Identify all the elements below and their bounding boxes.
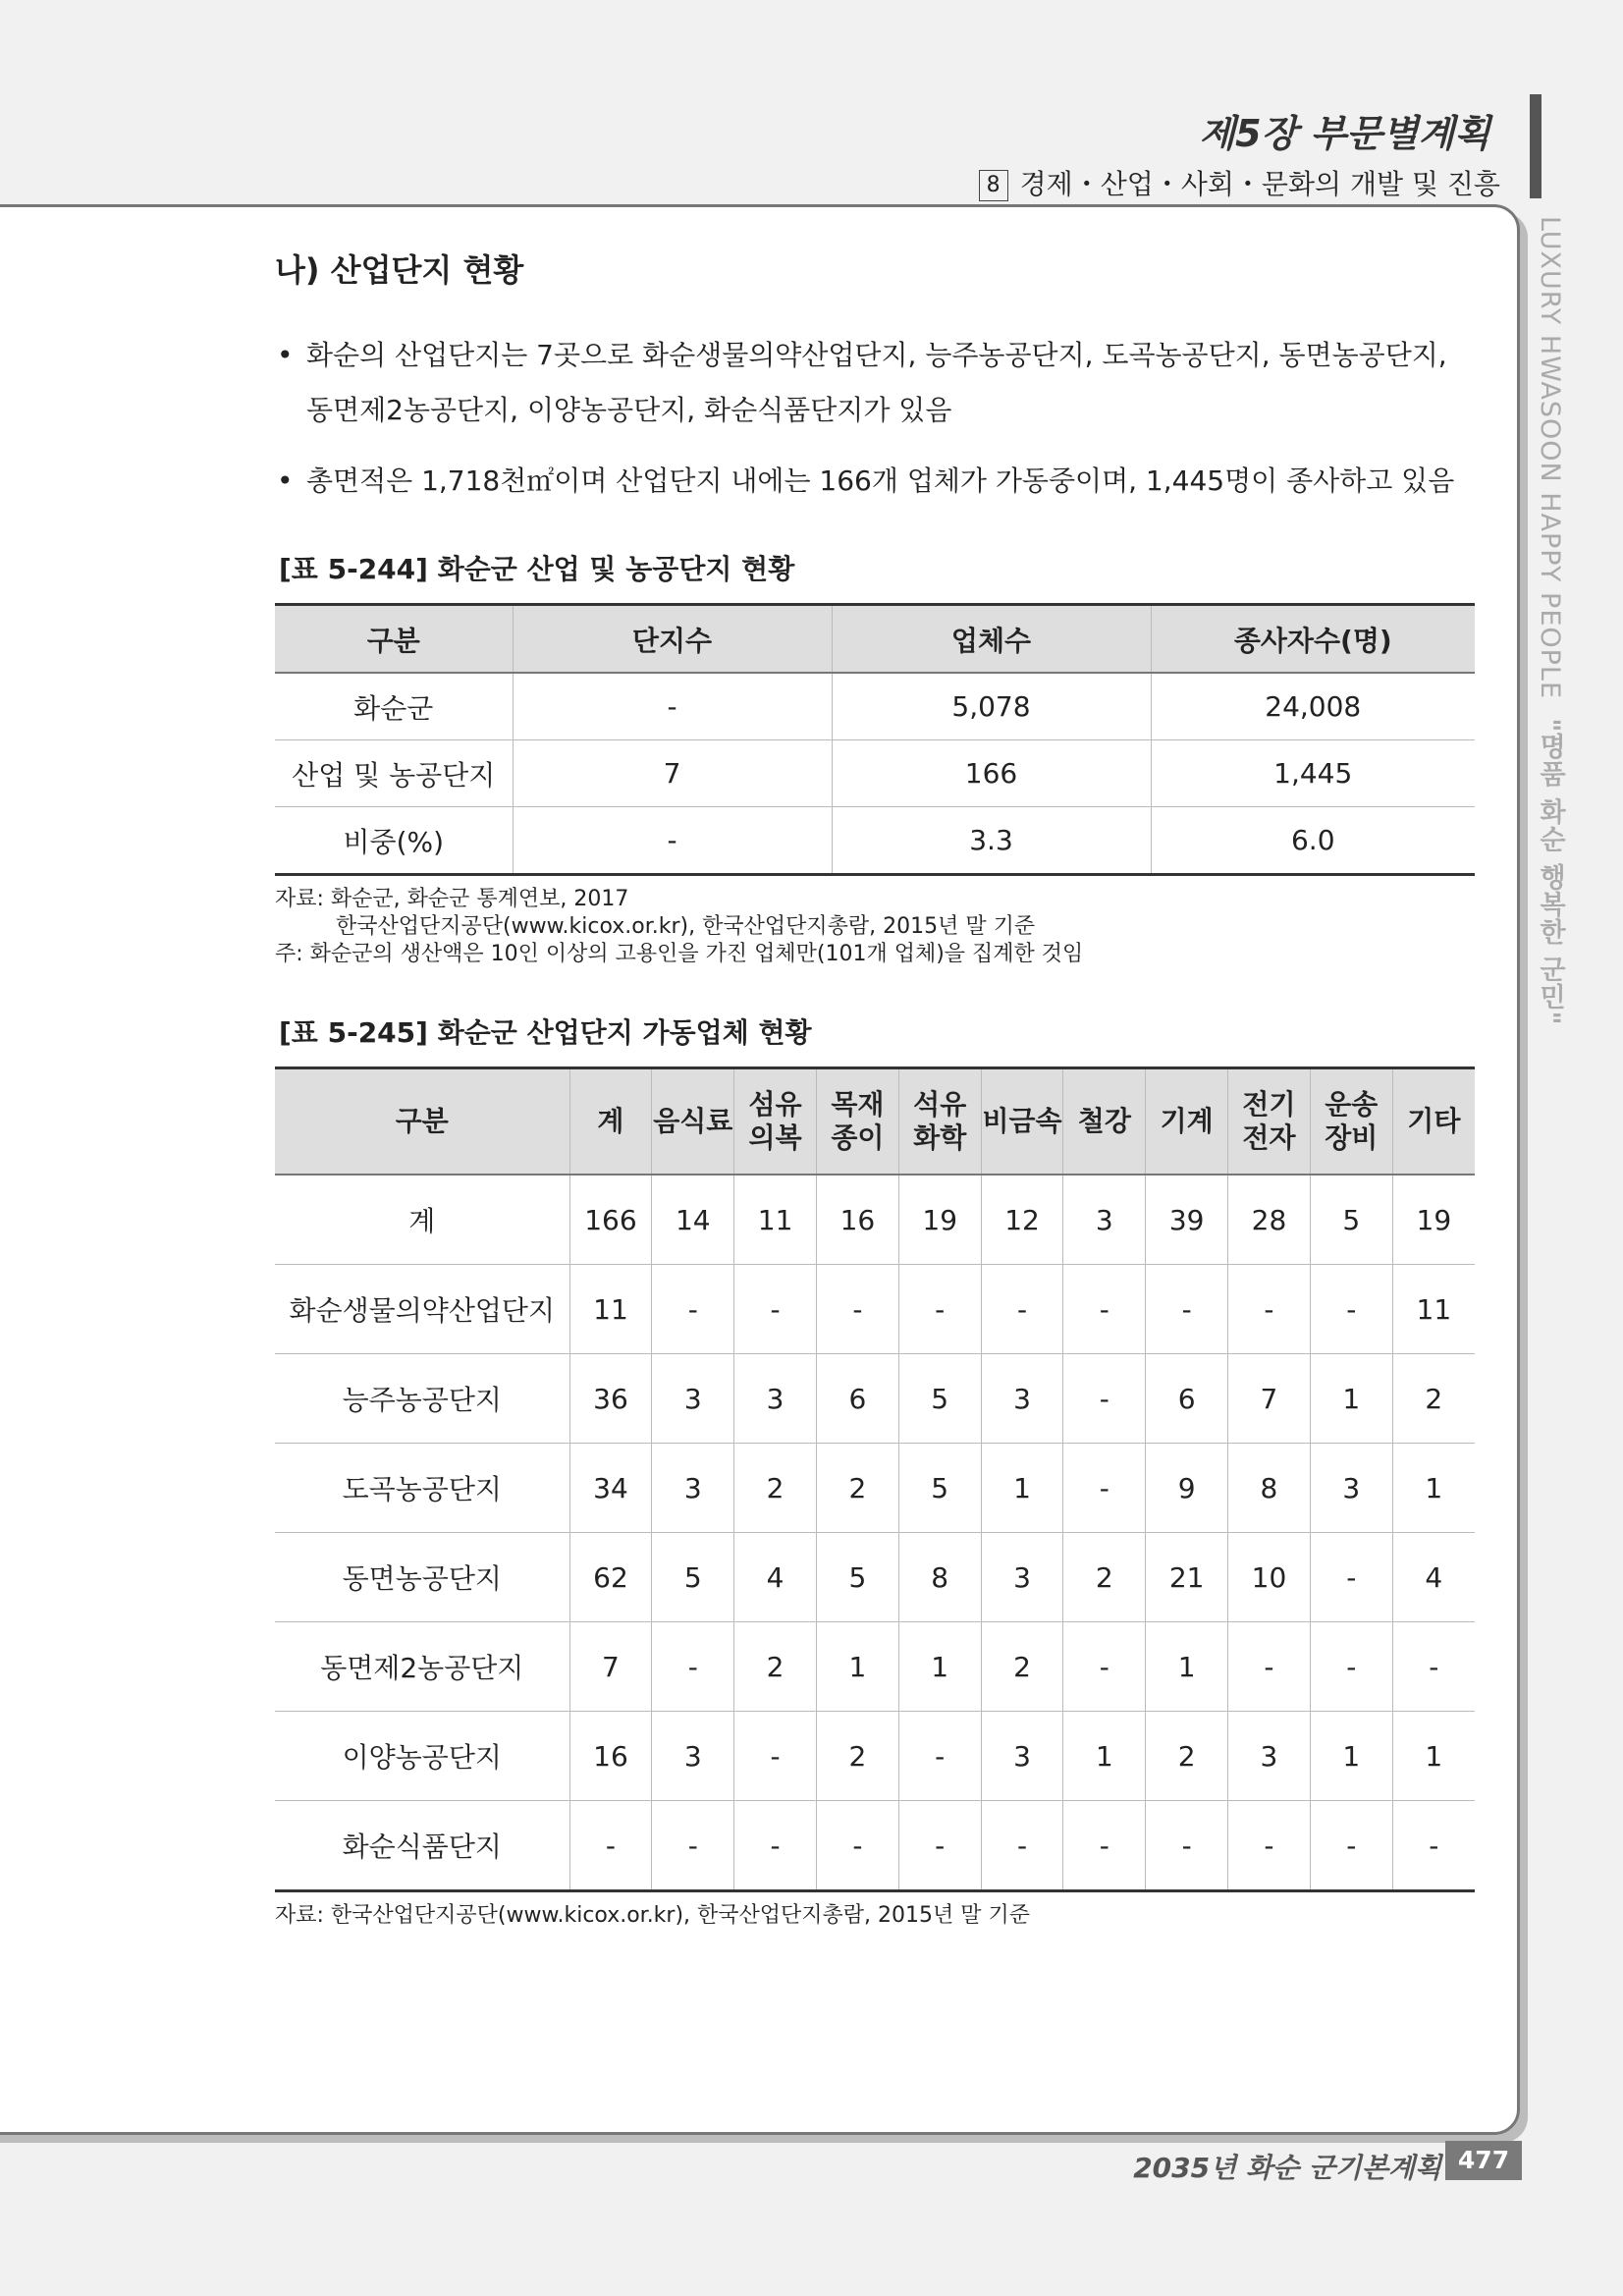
table-cell: 비중(%) [275, 807, 513, 875]
column-header: 석유 화학 [898, 1068, 981, 1175]
table-cell: 이양농공단지 [275, 1712, 569, 1801]
table-cell: - [1392, 1622, 1475, 1712]
table-cell: 166 [569, 1175, 652, 1265]
table-cell: 도곡농공단지 [275, 1444, 569, 1533]
column-header: 음식료 [652, 1068, 734, 1175]
table-cell: - [1146, 1265, 1228, 1354]
column-header: 기계 [1146, 1068, 1228, 1175]
table-cell: - [652, 1622, 734, 1712]
column-header: 비금속 [981, 1068, 1063, 1175]
table-cell: 4 [734, 1533, 817, 1622]
table-cell: 19 [1392, 1175, 1475, 1265]
table-cell: 62 [569, 1533, 652, 1622]
table-row [275, 1354, 1475, 1444]
table-cell: 2 [734, 1444, 817, 1533]
table-row [275, 740, 1475, 807]
table-cell: 3.3 [832, 807, 1151, 875]
table-header-row [275, 605, 1475, 674]
table-cell: 2 [1392, 1354, 1475, 1444]
table-row [275, 1265, 1475, 1354]
table-cell: 계 [275, 1175, 569, 1265]
table1-source: 자료: 화순군, 화순군 통계연보, 2017 [275, 887, 629, 911]
column-header: 운송 장비 [1310, 1068, 1392, 1175]
column-header: 전기 전자 [1228, 1068, 1311, 1175]
table-cell: 6.0 [1151, 807, 1475, 875]
side-slogan-kr: "명품 화순 행복한 군민" [1535, 718, 1565, 1026]
table-cell: 3 [652, 1712, 734, 1801]
table-cell: - [898, 1801, 981, 1891]
table-cell: - [734, 1712, 817, 1801]
table-cell: - [1310, 1622, 1392, 1712]
table-cell: 1 [898, 1622, 981, 1712]
table-cell: 3 [1063, 1175, 1146, 1265]
table-cell: 11 [1392, 1265, 1475, 1354]
footer-title: 2035년 화순 군기본계획 [1133, 2152, 1441, 2184]
table-row [275, 1801, 1475, 1891]
table-row [275, 807, 1475, 875]
column-header: 목재 종이 [816, 1068, 898, 1175]
table-cell: 3 [981, 1533, 1063, 1622]
table-row [275, 1712, 1475, 1801]
section-number: 8 [979, 170, 1008, 201]
table-cell: 5 [816, 1533, 898, 1622]
table-cell: - [734, 1265, 817, 1354]
main-content [275, 246, 1478, 1930]
table-cell: - [513, 673, 832, 740]
table2-caption: [표 5-245] 화순군 산업단지 가동업체 현황 [279, 1016, 812, 1049]
table-cell: 산업 및 농공단지 [275, 740, 513, 807]
table-row [275, 1533, 1475, 1622]
table1-note: 주: 화순군의 생산액은 10인 이상의 고용인을 가진 업체만(101개 업체)을 집계한 것임 [275, 942, 1084, 966]
section-title [979, 163, 1500, 202]
table2 [275, 1066, 1475, 1892]
table-cell: 8 [1228, 1444, 1311, 1533]
table-cell: - [1310, 1801, 1392, 1891]
table-cell: 5 [898, 1354, 981, 1444]
table-cell: 14 [652, 1175, 734, 1265]
table-cell: 21 [1146, 1533, 1228, 1622]
table1-source-2: 한국산업단지공단(www.kicox.or.kr), 한국산업단지총람, 2015년 말 기준 [336, 914, 1036, 939]
table-cell: 5 [1310, 1175, 1392, 1265]
table-cell: 6 [1146, 1354, 1228, 1444]
table-cell: 화순군 [275, 673, 513, 740]
bullet-item: • 화순의 산업단지는 7곳으로 화순생물의약산업단지, 능주농공단지, 도곡농공단지, 동면농공단지, 동면제2농공단지, 이양농공단지, 화순식품단지가 있음 [275, 328, 1478, 438]
table-cell: 동면제2농공단지 [275, 1622, 569, 1712]
table-cell: 1 [816, 1622, 898, 1712]
table-cell: 1 [1392, 1712, 1475, 1801]
table-cell: 166 [832, 740, 1151, 807]
column-header: 업체수 [832, 605, 1151, 674]
table-cell: - [981, 1801, 1063, 1891]
table-cell: 39 [1146, 1175, 1228, 1265]
table-cell: 3 [981, 1354, 1063, 1444]
table-cell: 12 [981, 1175, 1063, 1265]
table-cell: - [652, 1801, 734, 1891]
table-cell: 3 [981, 1712, 1063, 1801]
table-cell: 1 [1392, 1444, 1475, 1533]
column-header: 기타 [1392, 1068, 1475, 1175]
table-row [275, 1444, 1475, 1533]
table-cell: 28 [1228, 1175, 1311, 1265]
table-cell: 2 [1146, 1712, 1228, 1801]
table-cell: 3 [652, 1444, 734, 1533]
table-cell: 동면농공단지 [275, 1533, 569, 1622]
table-cell: 10 [1228, 1533, 1311, 1622]
table-cell: - [1063, 1622, 1146, 1712]
table-header-row [275, 1068, 1475, 1175]
table-cell: - [1063, 1801, 1146, 1891]
table-cell: - [816, 1265, 898, 1354]
column-header: 섬유 의복 [734, 1068, 817, 1175]
table-cell: - [898, 1712, 981, 1801]
table-cell: - [1228, 1265, 1311, 1354]
column-header: 계 [569, 1068, 652, 1175]
table-cell: - [569, 1801, 652, 1891]
table-cell: 9 [1146, 1444, 1228, 1533]
table-cell: 화순식품단지 [275, 1801, 569, 1891]
table-cell: - [1063, 1354, 1146, 1444]
table-cell: - [652, 1265, 734, 1354]
table-cell: 1 [1063, 1712, 1146, 1801]
column-header: 구분 [275, 1068, 569, 1175]
table-cell: 2 [1063, 1533, 1146, 1622]
section-title-text: 경제・산업・사회・문화의 개발 및 진흥 [1019, 168, 1500, 200]
table-cell: - [981, 1265, 1063, 1354]
table-cell: 2 [981, 1622, 1063, 1712]
table-cell: - [898, 1265, 981, 1354]
table-cell: 7 [513, 740, 832, 807]
table-cell: - [1228, 1622, 1311, 1712]
chapter-title: 제5장 부문별계획 [1199, 112, 1490, 155]
table-cell: 36 [569, 1354, 652, 1444]
table-cell: - [816, 1801, 898, 1891]
table-cell: 2 [816, 1444, 898, 1533]
column-header: 단지수 [513, 605, 832, 674]
table-cell: 3 [1310, 1444, 1392, 1533]
table-cell: - [1063, 1444, 1146, 1533]
table-cell: 1 [1310, 1354, 1392, 1444]
table-cell: - [1228, 1801, 1311, 1891]
column-header: 종사자수(명) [1151, 605, 1475, 674]
table1-caption: [표 5-244] 화순군 산업 및 농공단지 현황 [279, 553, 795, 585]
table-row [275, 673, 1475, 740]
header-bar [1530, 94, 1542, 198]
table-cell: 7 [569, 1622, 652, 1712]
table-cell: 34 [569, 1444, 652, 1533]
table-cell: - [513, 807, 832, 875]
table-cell: 6 [816, 1354, 898, 1444]
table-cell: 19 [898, 1175, 981, 1265]
side-slogan [1530, 216, 1569, 1061]
table-cell: - [1310, 1533, 1392, 1622]
table-cell: 16 [569, 1712, 652, 1801]
table-cell: 1 [1146, 1622, 1228, 1712]
table-cell: 2 [734, 1622, 817, 1712]
table-cell: 16 [816, 1175, 898, 1265]
table-cell: - [1310, 1265, 1392, 1354]
table-cell: - [1063, 1265, 1146, 1354]
table-cell: 3 [652, 1354, 734, 1444]
table-cell: 1 [1310, 1712, 1392, 1801]
subsection-heading: 나) 산업단지 현황 [275, 251, 524, 289]
table-cell: 5,078 [832, 673, 1151, 740]
table-cell: 7 [1228, 1354, 1311, 1444]
table-cell: 24,008 [1151, 673, 1475, 740]
table-cell: - [1392, 1801, 1475, 1891]
table-cell: 3 [734, 1354, 817, 1444]
table-cell: 3 [1228, 1712, 1311, 1801]
table-cell: 4 [1392, 1533, 1475, 1622]
table-cell: 2 [816, 1712, 898, 1801]
table-cell: 8 [898, 1533, 981, 1622]
table-cell: 11 [734, 1175, 817, 1265]
table-cell: 11 [569, 1265, 652, 1354]
table-cell: 5 [898, 1444, 981, 1533]
table2-source: 자료: 한국산업단지공단(www.kicox.or.kr), 한국산업단지총람, 2015년 말 기준 [275, 1903, 1031, 1928]
table-cell: 1,445 [1151, 740, 1475, 807]
side-slogan-en: LUXURY HWASOON HAPPY PEOPLE [1535, 216, 1565, 700]
table-cell: 1 [981, 1444, 1063, 1533]
table-cell: 능주농공단지 [275, 1354, 569, 1444]
table-cell: 화순생물의약산업단지 [275, 1265, 569, 1354]
column-header: 구분 [275, 605, 513, 674]
table1-notes [275, 886, 1478, 968]
table-row [275, 1622, 1475, 1712]
table-cell: - [1146, 1801, 1228, 1891]
table-cell: 5 [652, 1533, 734, 1622]
page-number: 477 [1445, 2141, 1522, 2180]
table1 [275, 603, 1475, 876]
column-header: 철강 [1063, 1068, 1146, 1175]
bullet-item: • 총면적은 1,718천㎡이며 산업단지 내에는 166개 업체가 가동중이며, 1,445명이 종사하고 있음 [275, 454, 1478, 509]
table-cell: - [734, 1801, 817, 1891]
table-row [275, 1175, 1475, 1265]
